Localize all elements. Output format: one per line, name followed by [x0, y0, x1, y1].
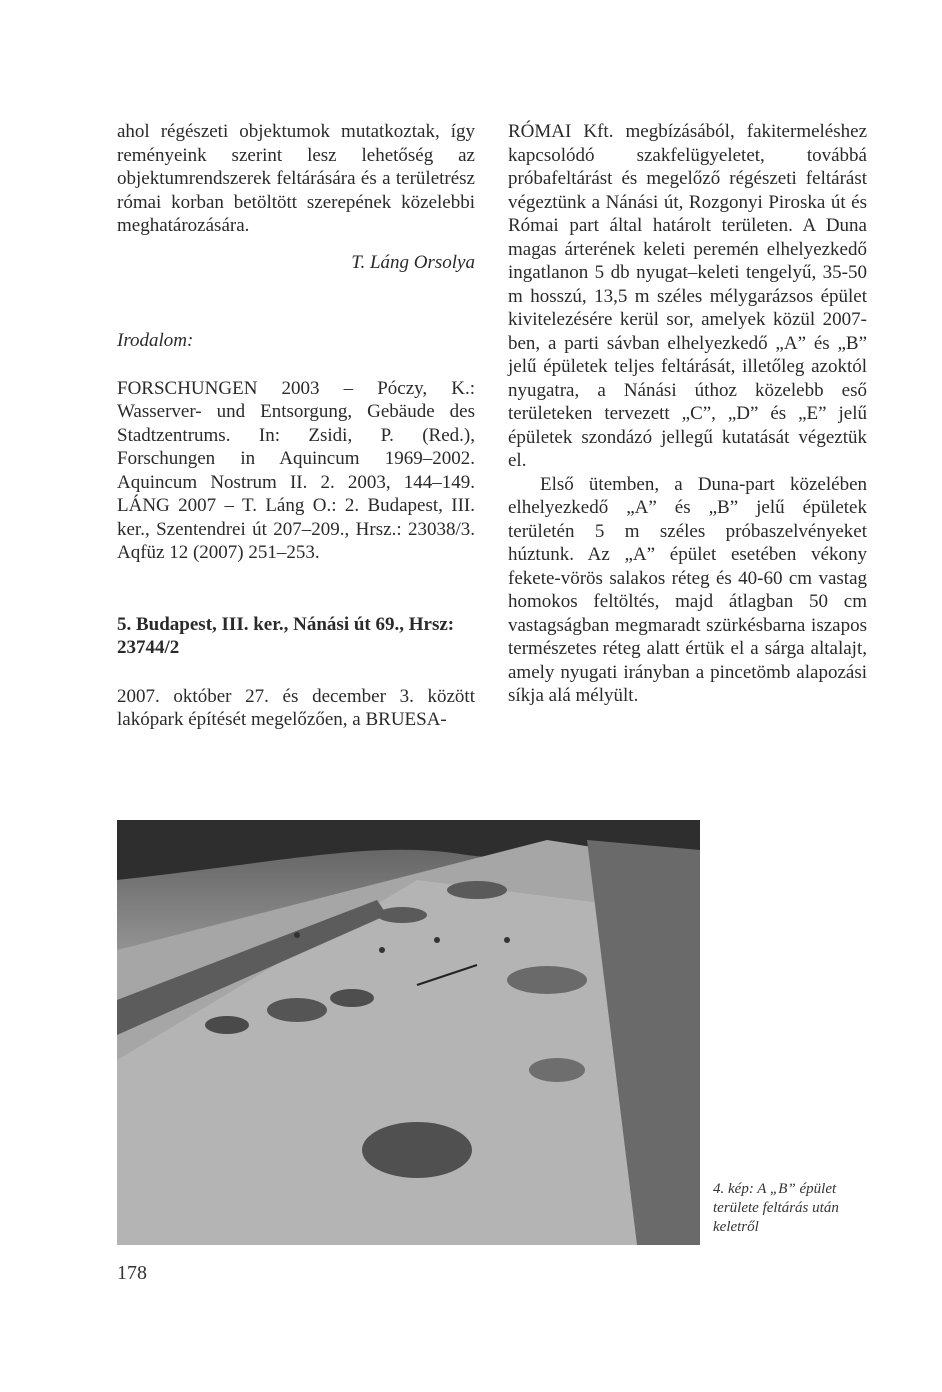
- section-heading: 5. Budapest, III. ker., Nánási út 69., Hrsz: 23744/2: [117, 613, 455, 658]
- author-signature: T. Láng Orsolya: [351, 251, 475, 273]
- references-list: FORSCHUNGEN 2003 – Póczy, K.: Wasserver- und Entsorgung, Gebäude des Stadtzentrums. In: Zsidi, P. (Red.), Forschungen in Aquincum 1969–2002. Aquincum Nostrum II. 2. 2003, 144–149. LÁNG 2007 – T. Láng O.: 2. Budapest, III. ker., Szentendrei út 207–209., Hrsz.: 23038/3. Aqfüz 12 (2007) 251–253.: [117, 377, 475, 563]
- right-column: [508, 120, 867, 708]
- left-column: [117, 120, 475, 732]
- excavation-photo: [117, 820, 700, 1245]
- body-paragraph-2: Első ütemben, a Duna-part közelében elhelyezkedő „A” és „B” jelű épületek területén 5 m széles próbaszelvényeket húztunk. Az „A” épület esetében vékony fekete-vörös salakos réteg és 40-60 cm vastag homokos feltöltés, majd átlagban 50 cm vastagságban megmaradt szürkésbarna iszapos természetes réteg alatt értük el a sárga altalajt, amely nyugati irányban a pincetömb alapozási síkja alá mélyült.: [508, 473, 867, 706]
- excavation-photo-illustration: [117, 820, 700, 1245]
- figure-caption: 4. kép: A „B” épület területe feltárás után keletről: [713, 1181, 839, 1235]
- section-body: 2007. október 27. és december 3. között lakópark építését megelőzően, a BRUESA-: [117, 685, 475, 730]
- references-label: Irodalom:: [117, 330, 194, 351]
- body-paragraph-1: RÓMAI Kft. megbízásából, fakitermeléshez kapcsolódó szakfelügyeletet, továbbá próbafeltárást és megelőző régészeti feltárást végeztünk a Nánási út, Rozgonyi Piroska út és Római part által határolt területen. A Duna magas árterének keleti peremén elhelyezkedő ingatlanon 5 db nyugat–keleti tengelyű, 35-50 m hosszú, 13,5 m széles mélygarázsos épület kivitelezésére kerül sor, amelyek közül 2007-ben, a parti sávban elhelyezkedő „A” és „B” jelű épületek teljes feltárását, illetőleg azoktól nyugatra, a Nánási úthoz közelebb eső területeken tervezett „C”, „D” és „E” jelű épületek szondázó jellegű kutatását végeztük el.: [508, 121, 867, 471]
- intro-paragraph: ahol régészeti objektumok mutatkoztak, így reményeink szerint lesz lehetőség az objektumrendszerek feltárására és a területrész római korban betöltött szerepének közelebbi meghatározására.: [117, 121, 475, 236]
- page-number: 178: [117, 1262, 147, 1284]
